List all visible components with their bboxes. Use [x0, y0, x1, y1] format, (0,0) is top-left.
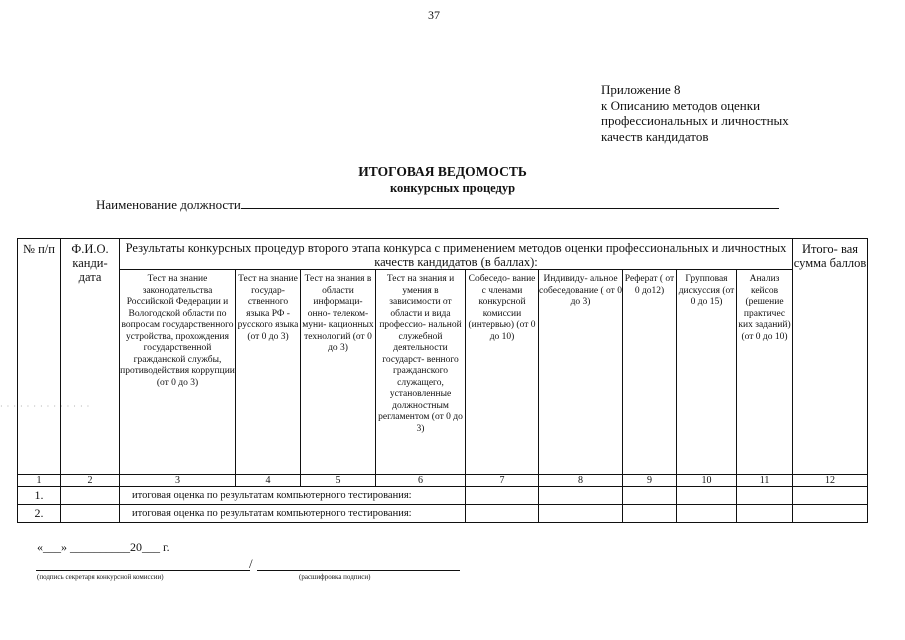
signature-line: [36, 570, 250, 571]
column-number: 5: [301, 475, 376, 487]
header-results: Результаты конкурсных процедур второго этапа конкурса с применением методов оценки профессиональных и личностных качеств кандидатов (в баллах):: [120, 239, 793, 270]
column-number: 10: [677, 475, 737, 487]
score-cell: [623, 487, 677, 505]
column-number: 11: [737, 475, 793, 487]
header-row-1: [18, 239, 868, 270]
score-cell: [677, 505, 737, 523]
score-cell: [466, 505, 539, 523]
results-table: [17, 238, 868, 523]
header-number: № п/п: [18, 239, 61, 475]
column-number: 6: [376, 475, 466, 487]
subheader-test-russian-language: Тест на знание государ- ственного языка РФ - русского языка (от 0 до 3): [236, 270, 301, 475]
annex-line-2: к Описанию методов оценки: [601, 97, 761, 113]
annex-line-4: качеств кандидатов: [601, 128, 709, 144]
subheader-test-professional: Тест на знания и умения в зависимости от области и вида профессио- нальной служебной деятельности государст- венного гражданского служащего, установленные должностным регламентом (от 0 до 3): [376, 270, 466, 475]
table-row: [18, 487, 868, 505]
column-number: 9: [623, 475, 677, 487]
candidate-name-cell: [61, 487, 120, 505]
position-field: [96, 196, 779, 213]
signature-caption: (подпись секретаря конкурсной комиссии): [37, 573, 164, 581]
table-row: [18, 505, 868, 523]
page-number: 37: [428, 8, 440, 22]
score-cell: [539, 505, 623, 523]
annex-line-1: Приложение 8: [601, 82, 681, 97]
row-number: 2.: [18, 505, 61, 523]
decoding-caption: (расшифровка подписи): [299, 573, 371, 581]
column-number: 1: [18, 475, 61, 487]
header-row-2: [18, 270, 868, 475]
subheader-essay: Реферат ( от 0 до12): [623, 270, 677, 475]
position-label: Наименование должности: [96, 197, 241, 212]
column-number: 12: [793, 475, 868, 487]
subheader-interview: Собеседо- вание с членами конкурсной комиссии (интервью) (от 0 до 10): [466, 270, 539, 475]
score-cell: [737, 505, 793, 523]
subheader-individual-interview: Индивиду- альное собеседование ( от 0 до 3): [539, 270, 623, 475]
annex-heading: [601, 82, 789, 144]
row-label: итоговая оценка по результатам компьютерного тестирования:: [120, 505, 466, 523]
score-cell: [623, 505, 677, 523]
date-line: «___» __________20___ г.: [37, 540, 170, 554]
column-number: 7: [466, 475, 539, 487]
margin-dots: · · · · · · · · · · · · · ·: [0, 402, 91, 411]
title-main: ИТОГОВАЯ ВЕДОМОСТЬ: [358, 164, 527, 179]
row-number: 1.: [18, 487, 61, 505]
column-number: 3: [120, 475, 236, 487]
score-cell: [677, 487, 737, 505]
score-cell: [539, 487, 623, 505]
column-number: 8: [539, 475, 623, 487]
total-cell: [793, 505, 868, 523]
subheader-group-discussion: Групповая дискуссия (от 0 до 15): [677, 270, 737, 475]
column-number: 4: [236, 475, 301, 487]
column-number: 2: [61, 475, 120, 487]
row-label: итоговая оценка по результатам компьютерного тестирования:: [120, 487, 466, 505]
annex-line-3: профессиональных и личностных: [601, 113, 789, 128]
column-number-row: [18, 475, 868, 487]
score-cell: [466, 487, 539, 505]
title-sub: конкурсных процедур: [389, 181, 516, 195]
position-fill-line: [241, 196, 779, 209]
decoding-line: [257, 570, 460, 571]
subheader-case-analysis: Анализ кейсов (решение практичес ких заданий) (от 0 до 10): [737, 270, 793, 475]
header-candidate-name: Ф.И.О. канди- дата: [61, 239, 120, 475]
total-cell: [793, 487, 868, 505]
score-cell: [737, 487, 793, 505]
subheader-test-legislation: Тест на знание законодательства Российской Федерации и Вологодской области по вопросам государственного устройства, прохождения государственной гражданской службы, противодействия коррупции (от 0 до 3): [120, 270, 236, 475]
document-title: [0, 164, 905, 196]
candidate-name-cell: [61, 505, 120, 523]
signature-separator: /: [249, 556, 253, 571]
subheader-test-ict: Тест на знания в области информаци- онно- телеком- муни- кационных технологий (от 0 до 3): [301, 270, 376, 475]
header-total-score: Итого- вая сумма баллов: [793, 239, 868, 475]
